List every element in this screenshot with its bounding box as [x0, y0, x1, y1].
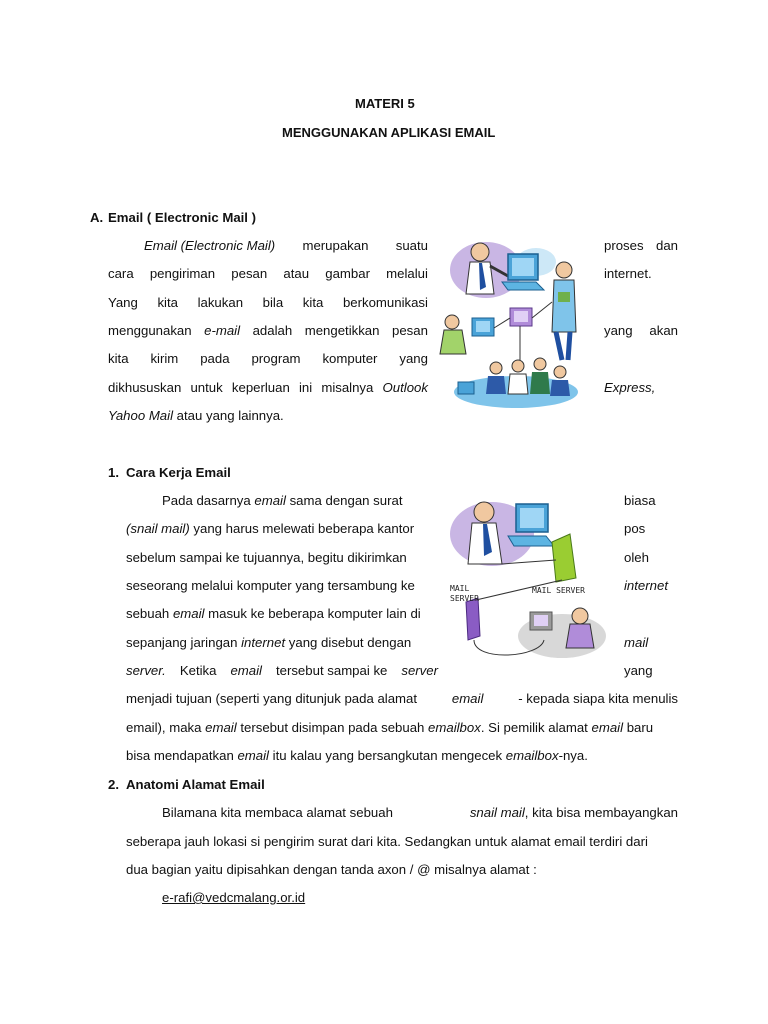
para-a-right-1: proses dan — [604, 238, 678, 253]
para-1-right-4: internet — [624, 578, 668, 593]
para-1-line-5: sebuah email masuk ke beberapa komputer lain di — [126, 606, 421, 621]
para-2-line-1: Bilamana kita membaca alamat sebuah snail mail, kita bisa membayangkan — [162, 805, 678, 820]
section-1-label: 1. — [108, 465, 119, 480]
diagram-label-right: MAIL SERVER — [532, 586, 585, 595]
para-a-line-7: Yahoo Mail atau yang lainnya. — [108, 408, 284, 423]
para-a-right-4: Express, — [604, 380, 656, 395]
para-a-line-6: dikhususkan untuk keperluan ini misalnya Outlook — [108, 380, 428, 395]
para-1-full-2: email), maka email tersebut disimpan pada sebuah emailbox. Si pemilik alamat email baru — [126, 720, 654, 735]
para-1-line-7: server. Ketika email tersebut sampai ke server — [126, 663, 438, 678]
para-2-line-3: dua bagian yaitu dipisahkan dengan tanda axon / @ misalnya alamat : — [126, 862, 537, 877]
para-1-right-3: oleh — [624, 550, 649, 565]
mail-server-icon — [444, 490, 614, 668]
para-1-line-2: (snail mail) yang harus melewati beberapa kantor — [126, 521, 415, 536]
para-1-full-1: menjadi tujuan (seperti yang ditunjuk pada alamat email - kepada siapa kita menulis — [126, 691, 678, 706]
para-a-line-1: Email (Electronic Mail) merupakan suatu — [144, 238, 428, 253]
section-1-title: Cara Kerja Email — [126, 465, 231, 480]
mail-server-diagram — [444, 490, 614, 668]
para-1-line-4: seseorang melalui komputer yang tersambung ke — [126, 578, 415, 593]
network-people-icon — [436, 232, 596, 420]
para-1-right-5: mail — [624, 635, 649, 650]
example-email-address[interactable]: e-rafi@vedcmalang.or.id — [162, 890, 306, 905]
para-a-line-5: kita kirim pada program komputer yang — [108, 351, 428, 366]
para-1-line-1: Pada dasarnya email sama dengan surat — [162, 493, 403, 508]
para-a-line-4: menggunakan e-mail adalah mengetikkan pesan — [108, 323, 428, 338]
doc-heading-title: MENGGUNAKAN APLIKASI EMAIL — [282, 125, 496, 140]
email-network-illustration — [436, 232, 596, 420]
section-2-label: 2. — [108, 777, 119, 792]
section-a-label: A. — [90, 210, 104, 225]
para-1-right-1: biasa — [624, 493, 656, 508]
section-a-title: Email ( Electronic Mail ) — [108, 210, 257, 225]
diagram-label-left-2: SERVER — [450, 594, 479, 603]
para-1-right-6: yang — [624, 663, 653, 678]
para-a-line-3: Yang kita lakukan bila kita berkomunikasi — [108, 295, 428, 310]
section-2-title: Anatomi Alamat Email — [126, 777, 265, 792]
diagram-label-left-1: MAIL — [450, 584, 470, 593]
doc-heading-materi: MATERI 5 — [355, 96, 415, 111]
para-1-line-3: sebelum sampai ke tujuannya, begitu dikirimkan — [126, 550, 407, 565]
para-a-line-2: cara pengiriman pesan atau gambar melalui — [108, 266, 428, 281]
para-a-right-3: yang akan — [604, 323, 678, 338]
para-1-right-2: pos — [624, 521, 646, 536]
para-2-line-2: seberapa jauh lokasi si pengirim surat dari kita. Sedangkan untuk alamat email terdiri dari — [126, 834, 648, 849]
para-1-line-6: sepanjang jaringan internet yang disebut dengan — [126, 635, 412, 650]
para-a-right-2: internet. — [604, 266, 652, 281]
para-1-full-3: bisa mendapatkan email itu kalau yang bersangkutan mengecek emailbox-nya. — [126, 748, 588, 763]
